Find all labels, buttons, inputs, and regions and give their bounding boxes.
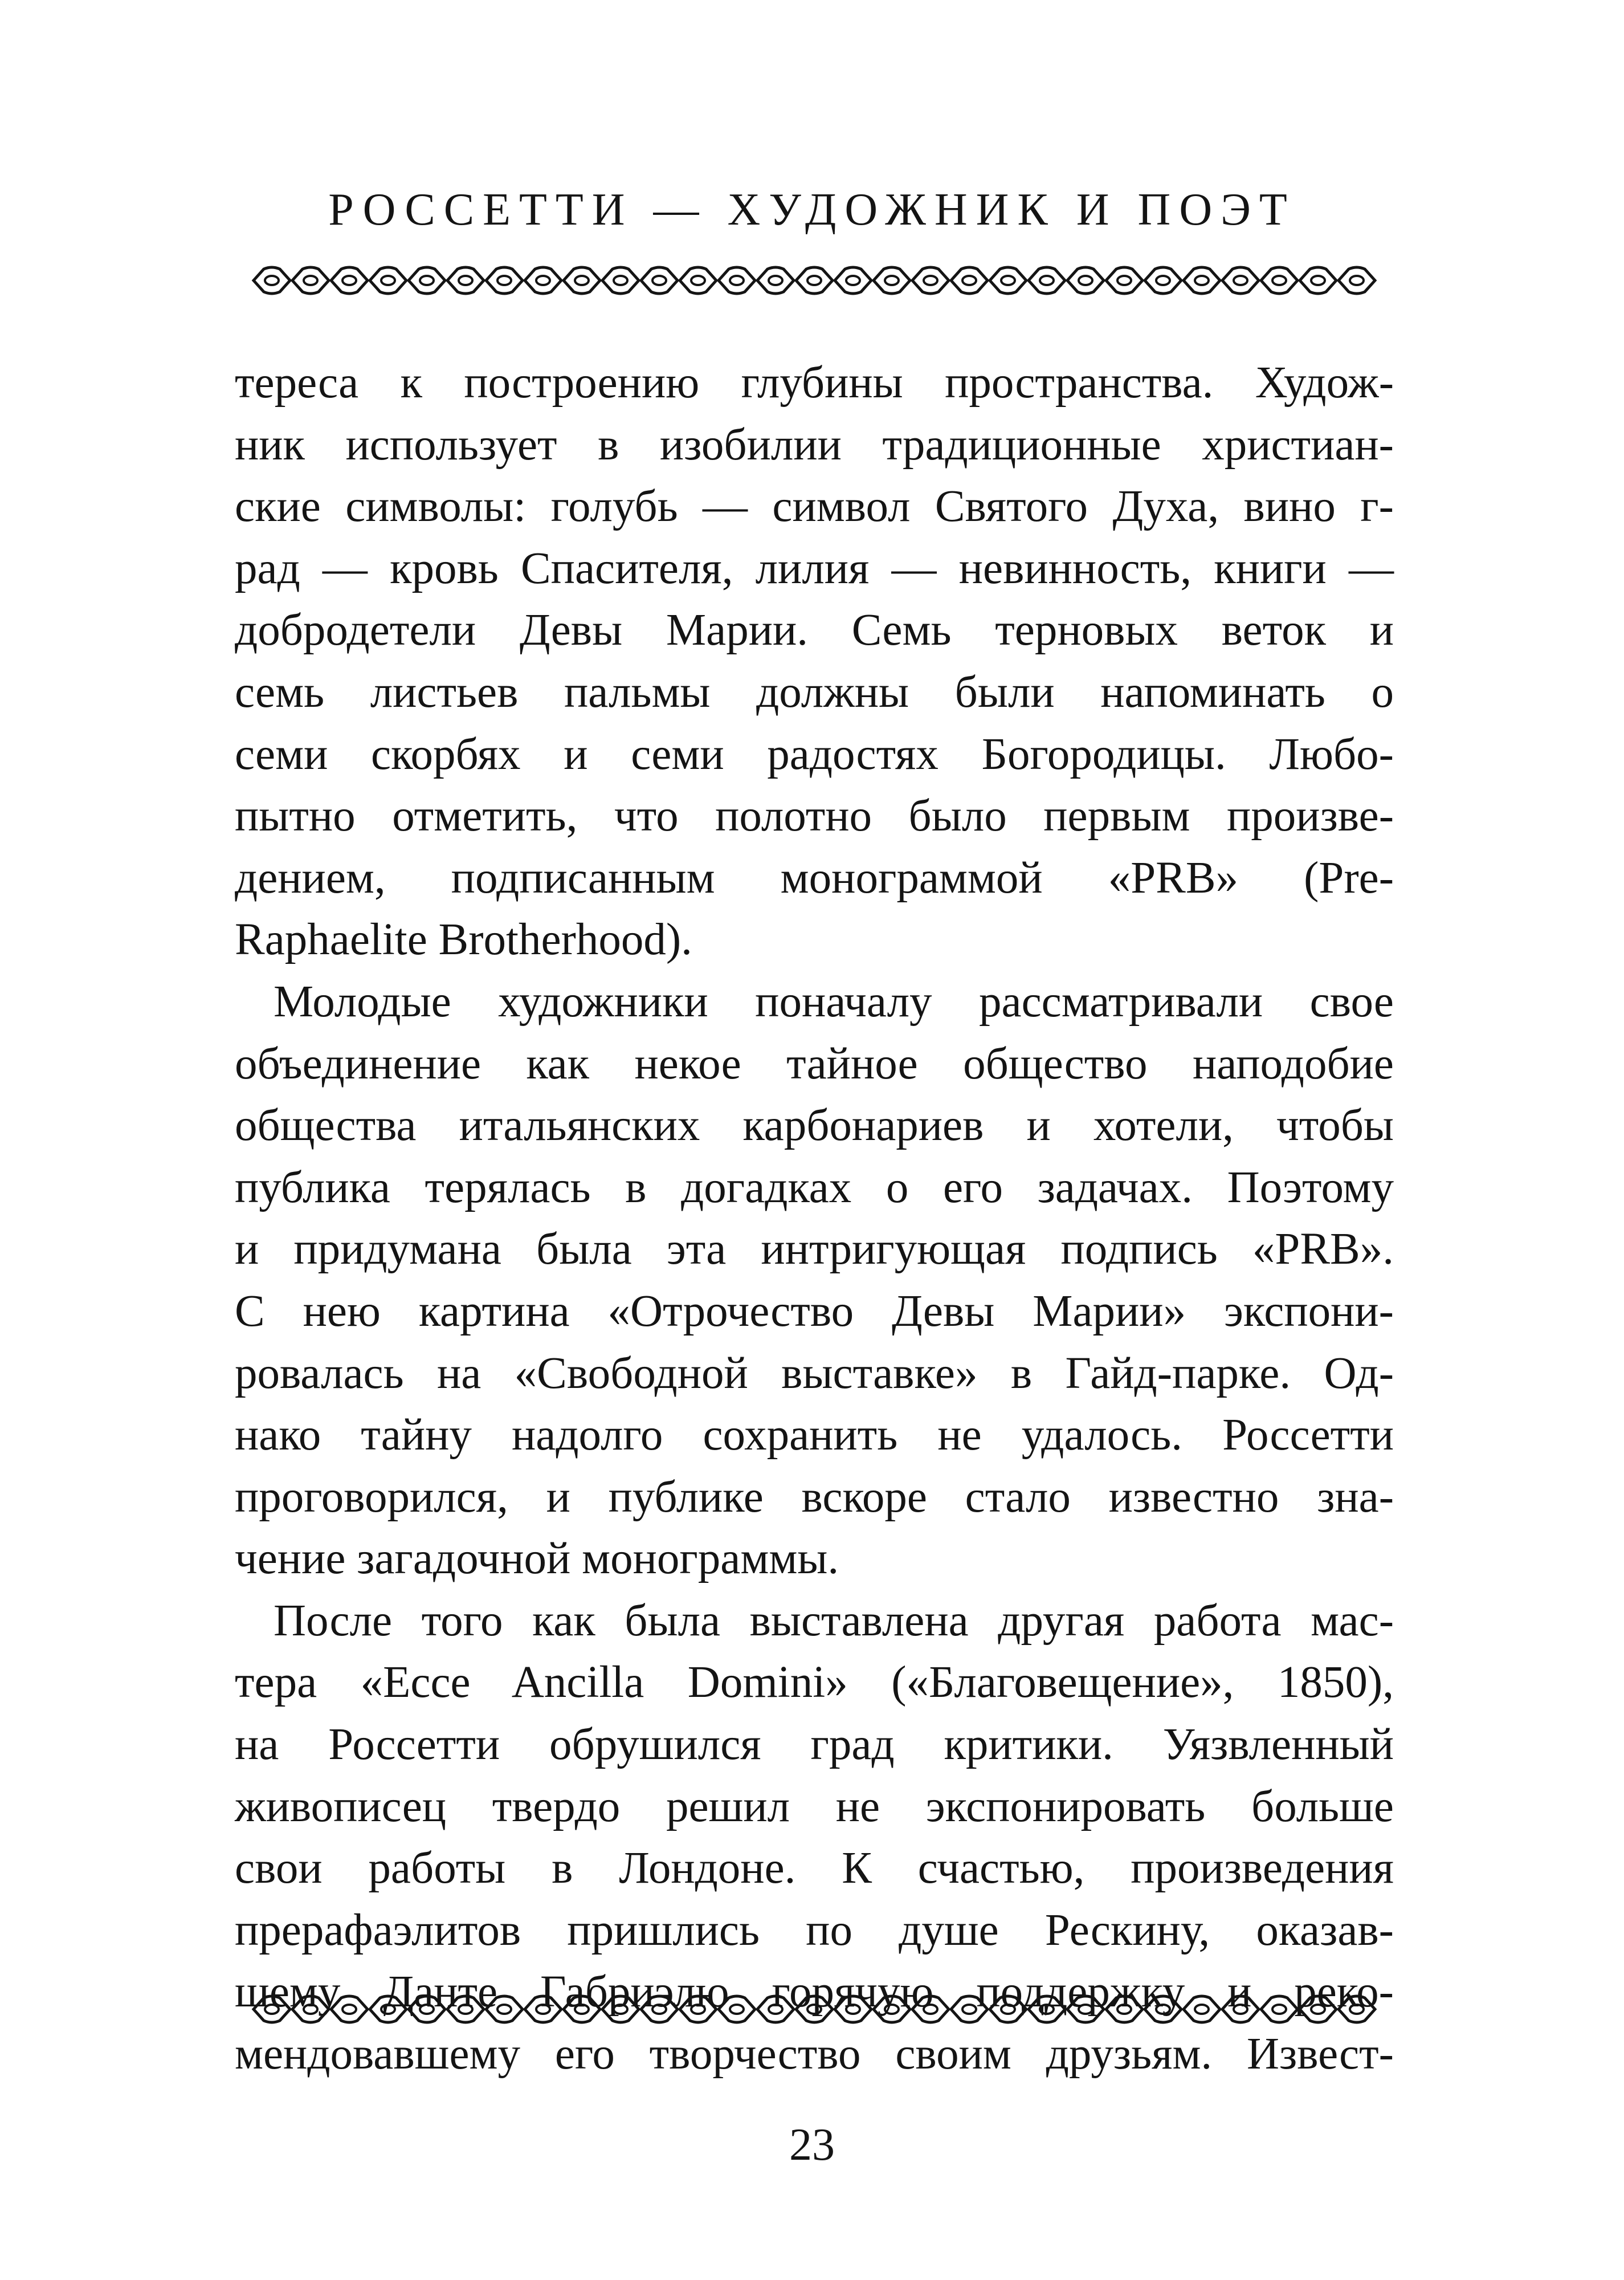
ornament-link (680, 1996, 716, 2022)
ornament-link (602, 267, 639, 294)
text-line: нако тайну надолго сохранить не удалось. Россетти (235, 1410, 1394, 1460)
text-line: ские символы: голубь — символ Святого Духа, вино г- (235, 482, 1394, 532)
ornament-link (641, 267, 678, 294)
text-line: публика терялась в догадках о его задачах. Поэтому (235, 1162, 1394, 1212)
text-line: добродетели Девы Марии. Семь терновых веток и (235, 605, 1394, 656)
ornament-link (796, 1996, 833, 2022)
ornament-link (1300, 1996, 1336, 2022)
text-line: прерафаэлитов пришлись по душе Рескину, оказав- (235, 1905, 1394, 1955)
page-number: 23 (789, 2120, 835, 2170)
ornament-link (525, 267, 561, 294)
ornament-link (292, 1996, 329, 2022)
ornament-link (990, 267, 1026, 294)
text-line: дением, подписанным монограммой «PRB» (Pre- (235, 853, 1394, 903)
text-line: на Россетти обрушился град критики. Уязвленный (235, 1720, 1394, 1770)
text-line: пытно отметить, что полотно было первым произве- (235, 791, 1394, 841)
text-line: общества итальянских карбонариев и хотели, чтобы (235, 1101, 1394, 1151)
ornament-link (951, 267, 988, 294)
ornament-link (1106, 267, 1142, 294)
ornament-link (1300, 267, 1336, 294)
ornament-link (409, 1996, 445, 2022)
ornament-link (1184, 1996, 1220, 2022)
body-text (235, 352, 1394, 2086)
text-line: ник использует в изобилии традиционные христиан- (235, 420, 1394, 470)
ornament-link (370, 1996, 406, 2022)
ornament-link (912, 267, 949, 294)
ornament-link (1339, 267, 1375, 294)
ornament-link (641, 1996, 678, 2022)
ornament-link (486, 267, 523, 294)
ornament-link (757, 1996, 794, 2022)
ornament-link (719, 267, 755, 294)
ornament-link (874, 267, 910, 294)
text-line: Raphaelite Brotherhood). (235, 915, 692, 965)
text-line: и придумана была эта интригующая подпись «PRB». (235, 1224, 1394, 1275)
ornament-link (1145, 267, 1181, 294)
text-line: С нею картина «Отрочество Девы Марии» экспони- (235, 1286, 1394, 1336)
text-line: объединение как некое тайное общество наподобие (235, 1039, 1394, 1089)
ornament-link (447, 267, 484, 294)
ornament-link (331, 1996, 368, 2022)
text-line: шему Данте Габриэлю горячую поддержку и реко- (235, 1967, 1394, 2017)
ornament-link (254, 267, 290, 294)
running-head: РОССЕТТИ — ХУДОЖНИК И ПОЭТ (328, 185, 1296, 235)
text-line: чение загадочной монограммы. (235, 1534, 839, 1584)
ornament-link (1184, 267, 1220, 294)
text-line: проговорился, и публике вскоре стало известно зна- (235, 1472, 1394, 1522)
ornament-link (331, 267, 368, 294)
ornament-link (564, 267, 600, 294)
ornament-link (912, 1996, 949, 2022)
ornament-link (1222, 1996, 1259, 2022)
ornament-link (680, 267, 716, 294)
ornament-link (1067, 267, 1104, 294)
ornament-link (1339, 1996, 1375, 2022)
text-line: свои работы в Лондоне. К счастью, произведения (235, 1843, 1394, 1894)
ornament-link (564, 1996, 600, 2022)
ornament-link (757, 267, 794, 294)
ornament-link (1067, 1996, 1104, 2022)
ornament-link (1029, 267, 1065, 294)
ornament-link (874, 1996, 910, 2022)
ornament-link (370, 267, 406, 294)
ornament-link (525, 1996, 561, 2022)
ornament-link (990, 1996, 1026, 2022)
ornament-link (409, 267, 445, 294)
ornament-link (951, 1996, 988, 2022)
ornament-link (254, 1996, 290, 2022)
ornament-link (719, 1996, 755, 2022)
text-line: живописец твердо решил не экспонировать больше (235, 1781, 1394, 1831)
ornament-link (602, 1996, 639, 2022)
ornament-link (1261, 1996, 1297, 2022)
ornament-link (1261, 267, 1297, 294)
ornament-link (1029, 1996, 1065, 2022)
ornament-link (835, 267, 871, 294)
ornament-link (292, 267, 329, 294)
text-line: семи скорбях и семи радостях Богородицы. Любо- (235, 729, 1394, 779)
text-line: ровалась на «Свободной выставке» в Гайд-парке. Од- (235, 1348, 1394, 1398)
ornament-link (796, 267, 833, 294)
ornament-border-bottom (235, 1994, 1394, 2024)
ornament-link (1222, 267, 1259, 294)
text-line: После того как была выставлена другая работа мас- (274, 1595, 1394, 1646)
ornament-link (447, 1996, 484, 2022)
text-line: тереса к построению глубины пространства. Худож- (235, 358, 1394, 408)
text-line: семь листьев пальмы должны были напоминать о (235, 667, 1394, 717)
text-line: тера «Ecce Ancilla Domini» («Благовещение», 1850), (235, 1658, 1394, 1708)
ornament-border-top (235, 266, 1394, 295)
text-line: мендовавшему его творчество своим друзьям. Извест- (235, 2029, 1394, 2079)
ornament-link (486, 1996, 523, 2022)
ornament-link (1145, 1996, 1181, 2022)
ornament-link (835, 1996, 871, 2022)
text-line: рад — кровь Спасителя, лилия — невинность, книги — (235, 543, 1394, 593)
ornament-link (1106, 1996, 1142, 2022)
text-line: Молодые художники поначалу рассматривали свое (274, 976, 1394, 1027)
